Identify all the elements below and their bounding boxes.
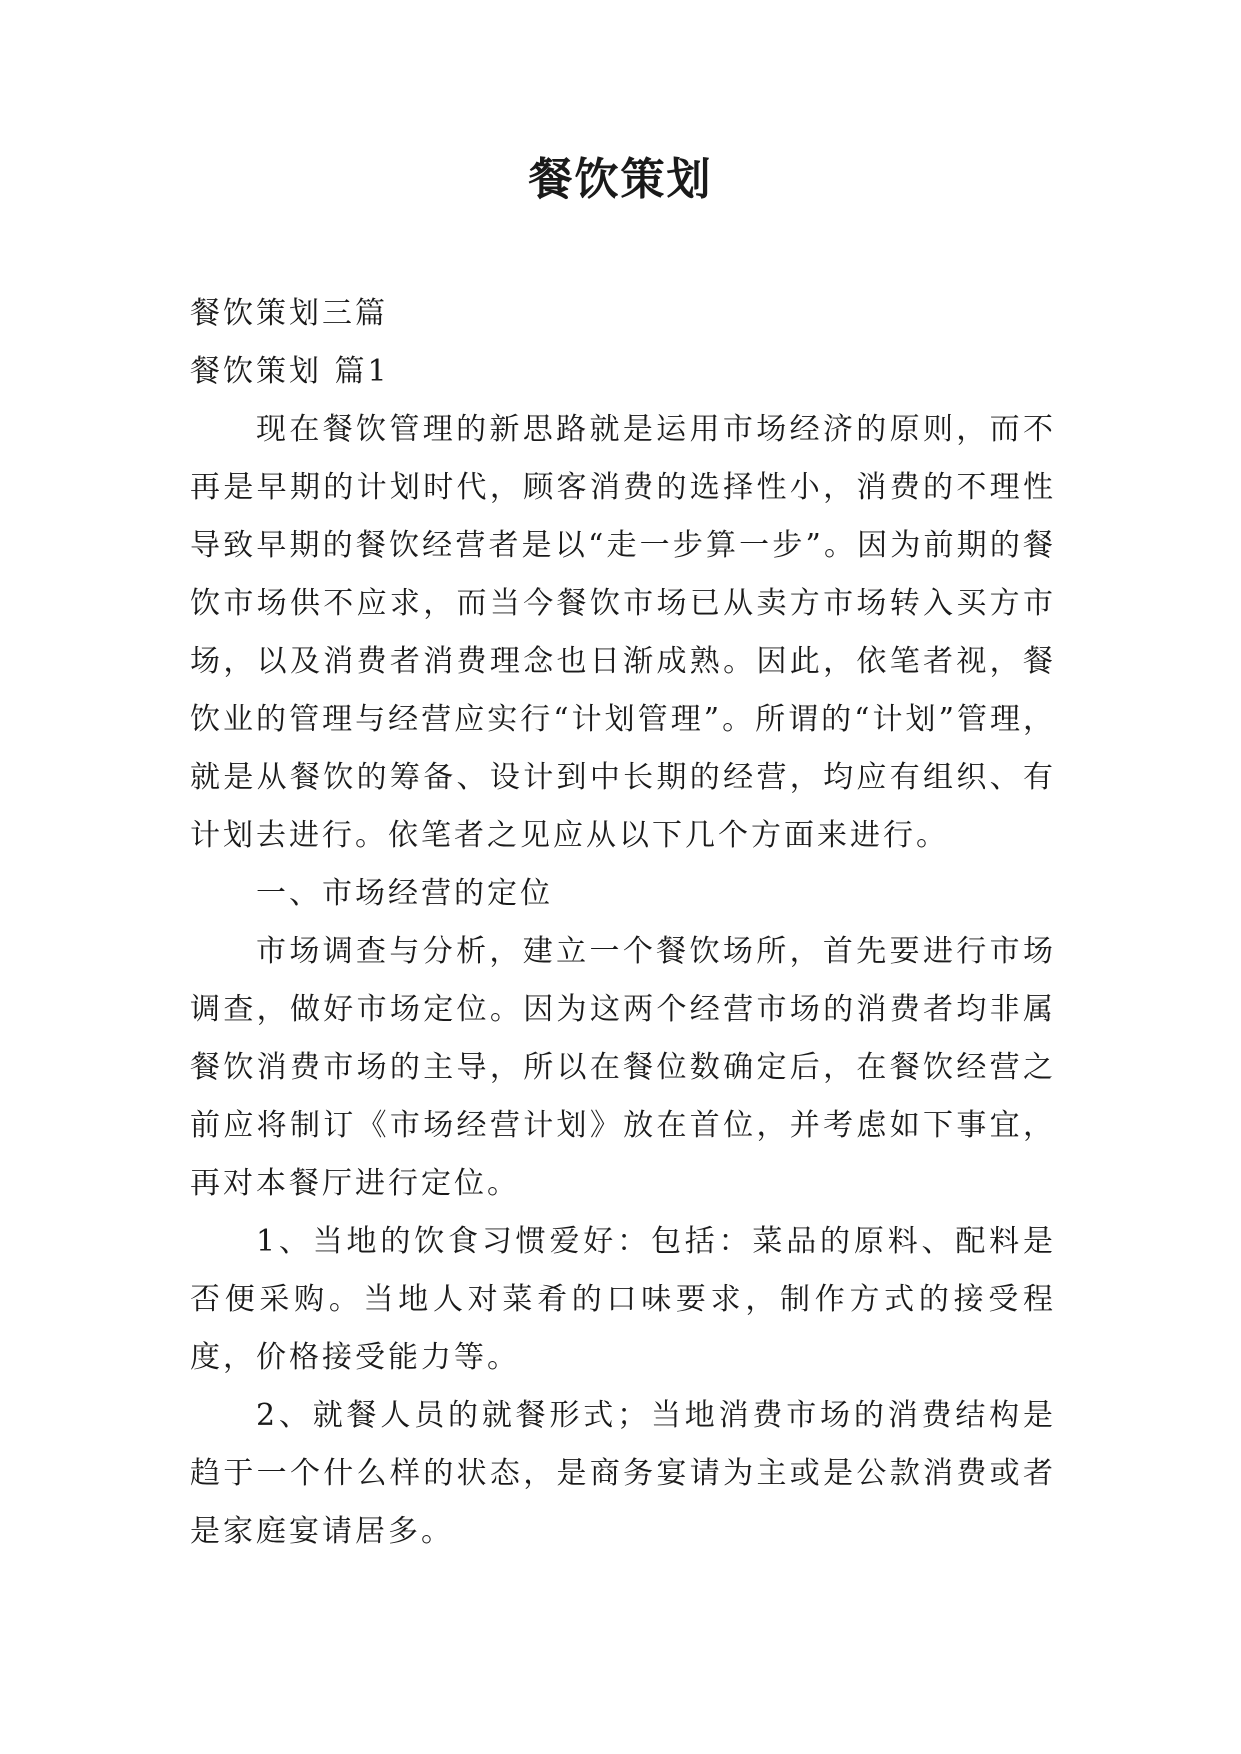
document-title: 餐饮策划 [528,154,713,205]
paragraph-item-1: 1、当地的饮食习惯爱好：包括：菜品的原料、配料是否便采购。当地人对菜肴的口味要求，制作方式的接受程度，价格接受能力等。 [190,1224,1056,1375]
heading-market-positioning: 一、市场经营的定位 [256,876,553,911]
document-body [190,285,1056,1561]
paragraph-intro: 现在餐饮管理的新思路就是运用市场经济的原则，而不再是早期的计划时代，顾客消费的选择性小，消费的不理性导致早期的餐饮经营者是以“走一步算一步”。因为前期的餐饮市场供不应求，而当今餐饮市场已从卖方市场转入买方市场，以及消费者消费理念也日渐成熟。因此，依笔者视，餐饮业的管理与经营应实行“计划管理”。所谓的“计划”管理，就是从餐饮的筹备、设计到中长期的经营，均应有组织、有计划去进行。依笔者之见应从以下几个方面来进行。 [190,412,1056,853]
paragraph-market-research: 市场调查与分析，建立一个餐饮场所，首先要进行市场调查，做好市场定位。因为这两个经营市场的消费者均非属餐饮消费市场的主导，所以在餐位数确定后，在餐饮经营之前应将制订《市场经营计划》放在首位，并考虑如下事宜，再对本餐厅进行定位。 [190,934,1056,1201]
paragraph-item-2: 2、就餐人员的就餐形式；当地消费市场的消费结构是趋于一个什么样的状态，是商务宴请为主或是公款消费或者是家庭宴请居多。 [190,1398,1056,1549]
document-subtitle: 餐饮策划三篇 [190,296,388,331]
section-heading: 餐饮策划 篇1 [190,354,390,389]
